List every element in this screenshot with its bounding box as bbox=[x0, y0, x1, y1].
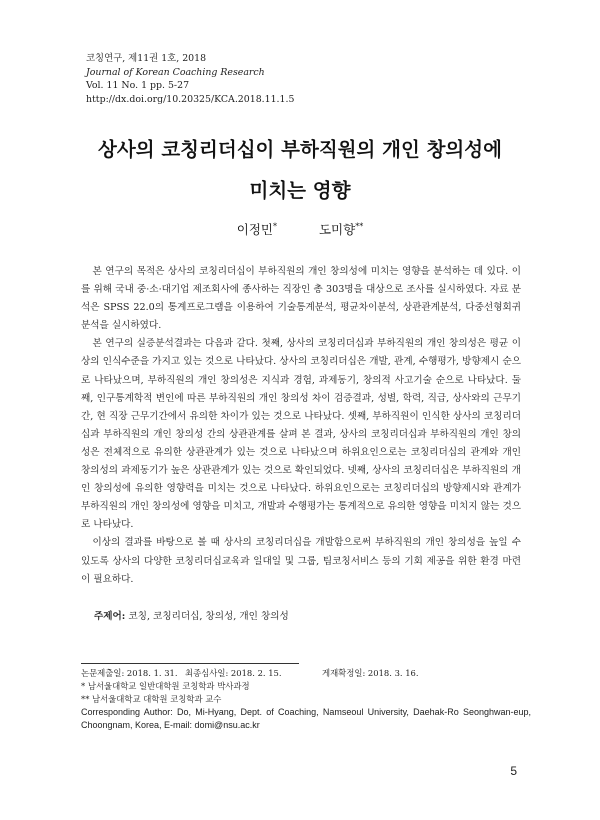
abstract-paragraph-2: 본 연구의 실증분석결과는 다음과 같다. 첫째, 상사의 코칭리더십과 부하직원의 개인 창의성은 평균 이상의 인식수준을 가지고 있는 것으로 나타났다. 상사의 코칭리더십은 개발, 관계, 수행평가, 방향제시 순으로 나타났으며, 부하직원의 개인 창의성은 지식과 경험, 과제동기, 창의적 사고기술 순으로 나타났다. 둘째, 인구통계학적 변인에 따른 부하직원의 개인 창의성 차이 검증결과, 성별, 학력, 직급, 상사와의 근무기간, 현 직장 근무기간에서 유의한 차이가 있는 것으로 나타났다. 셋째, 부하직원이 인식한 상사의 코칭리더십과 부하직원의 개인 창의성 간의 상관관계를 살펴 본 결과, 상사의 코칭리더십과 부하직원의 개인 창의성은 전체적으로 유의한 상관관계가 있는 것으로 나타났으며 하위요인으로는 코칭리더십의 관계와 개인 창의성의 과제동기가 높은 상관관계가 있는 것으로 확인되었다. 넷째, 상사의 코칭리더십은 부하직원의 개인 창의성에 유의한 영향력을 미치는 것으로 나타났다. 하위요인으로는 코칭리더십의 방향제시와 관계가 부하직원의 개인 창의성에 영향을 미치고, 개발과 수행평가는 통계적으로 유의한 영향을 미치지 않는 것으로 나타났다. bbox=[81, 338, 521, 531]
paper-title-line-1: 상사의 코칭리더십이 부하직원의 개인 창의성에 bbox=[98, 138, 502, 161]
keywords-terms: 코칭, 코칭리더십, 창의성, 개인 창의성 bbox=[128, 611, 289, 622]
submission-dates bbox=[81, 667, 531, 680]
footnotes bbox=[81, 667, 531, 732]
author-list bbox=[0, 220, 600, 238]
keywords-label: 주제어: bbox=[94, 611, 126, 622]
author-1-affiliation: * 남서울대학교 일반대학원 코칭학과 박사과정 bbox=[81, 681, 250, 691]
abstract-paragraph-3: 이상의 결과를 바탕으로 볼 때 상사의 코칭리더십을 개발함으로써 부하직원의 개인 창의성을 높일 수 있도록 상사의 다양한 코칭리더십교육과 일대일 및 그룹, 팀코칭서비스 등의 기회 제공을 위한 환경 마련이 필요하다. bbox=[81, 537, 521, 585]
corresponding-author: Corresponding Author: Do, Mi-Hyang, Dept. of Coaching, Namseoul University, Daehak-Ro Seonghwan-eup, Choongnam, Korea, E-mail: domi@nsu.ac.kr bbox=[81, 707, 531, 730]
journal-name-ko: 코칭연구, 제11권 1호, 2018 bbox=[86, 53, 207, 64]
page-number: 5 bbox=[510, 764, 517, 778]
author-2-name: 도미향 bbox=[318, 222, 356, 237]
author-2-mark: ** bbox=[355, 222, 364, 231]
abstract-paragraph-1: 본 연구의 목적은 상사의 코칭리더십이 부하직원의 개인 창의성에 미치는 영향을 분석하는 데 있다. 이를 위해 국내 중·소·대기업 제조회사에 종사하는 직장인 총 303명을 대상으로 조사를 실시하였다. 자료 분석은 SPSS 22.0의 통계프로그램을 이용하여 기술통계분석, 평균차이분석, 상관관계분석, 다중선형회귀분석을 실시하였다. bbox=[81, 266, 521, 332]
journal-name-en: Journal of Korean Coaching Research bbox=[86, 66, 265, 78]
journal-header bbox=[86, 52, 294, 106]
date-received: 논문제출일: 2018. 1. 31. bbox=[81, 668, 178, 678]
date-reviewed: 최종심사일: 2018. 2. 15. bbox=[185, 668, 282, 678]
footnote-divider bbox=[81, 663, 299, 664]
keywords bbox=[94, 608, 289, 622]
journal-doi[interactable]: http://dx.doi.org/10.20325/KCA.2018.11.1.5 bbox=[86, 93, 295, 105]
journal-volume: Vol. 11 No. 1 pp. 5-27 bbox=[86, 80, 190, 91]
author-2-affiliation: ** 남서울대학교 대학원 코칭학과 교수 bbox=[81, 694, 222, 704]
date-accepted: 게재확정일: 2018. 3. 16. bbox=[322, 668, 419, 678]
abstract bbox=[81, 263, 521, 589]
author-2 bbox=[319, 220, 363, 238]
author-1-name: 이정민 bbox=[236, 222, 273, 237]
author-1-mark: * bbox=[273, 222, 277, 231]
paper-title-line-2: 미치는 영향 bbox=[249, 179, 351, 202]
author-1 bbox=[237, 220, 277, 238]
